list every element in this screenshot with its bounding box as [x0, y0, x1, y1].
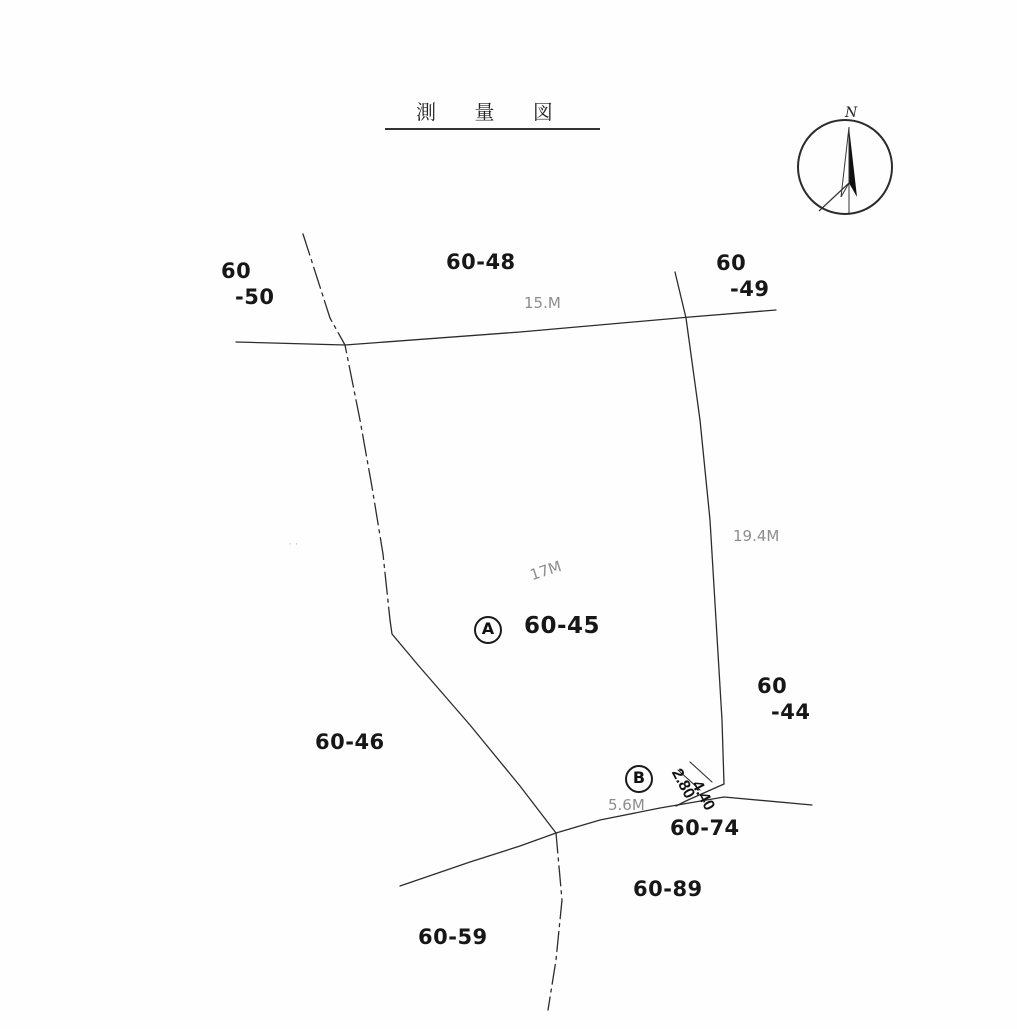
parcel-label-60-46: 60-46: [315, 730, 385, 754]
parcel-label-line1: 60: [757, 674, 788, 698]
parcel-label-line2: -44: [771, 700, 811, 725]
parcel-label-line1: 60: [716, 251, 747, 275]
parcel-label-line2: -50: [235, 285, 275, 310]
boundary-southwest: [390, 620, 556, 833]
parcel-label-60-50: [221, 258, 274, 311]
dimension-label-south: 5.6M: [608, 796, 645, 814]
dimension-label-280: 2.80: [667, 766, 698, 802]
dimension-label-top: 15.M: [524, 294, 561, 312]
parcel-label-line2: -49: [730, 277, 770, 302]
boundary-south-dashdot: [548, 833, 562, 1010]
point-marker-a: A: [474, 616, 502, 644]
parcel-label-line1: 60: [221, 259, 252, 283]
stray-pencil-mark: · ·: [288, 538, 299, 550]
boundary-left-dashdot: [303, 234, 390, 620]
dimension-label-interior: 17M: [527, 557, 564, 585]
parcel-label-60-49: [716, 250, 769, 303]
parcel-label-60-59: 60-59: [418, 925, 488, 949]
compass-north-label: N: [845, 105, 858, 121]
parcel-label-60-45: 60-45: [524, 613, 601, 639]
boundary-south-road: [400, 797, 812, 886]
parcel-label-60-44: [757, 673, 810, 726]
dimension-label-east: 19.4M: [733, 527, 780, 545]
boundary-top: [236, 310, 776, 345]
dimension-label-440: 4.40: [687, 778, 718, 814]
point-marker-b: B: [625, 765, 653, 793]
parcel-label-60-48: 60-48: [446, 250, 516, 274]
parcel-label-60-89: 60-89: [633, 877, 703, 901]
page-title: 測 量 図: [385, 96, 600, 130]
parcel-label-60-74: 60-74: [670, 816, 740, 840]
boundary-east: [675, 272, 724, 784]
